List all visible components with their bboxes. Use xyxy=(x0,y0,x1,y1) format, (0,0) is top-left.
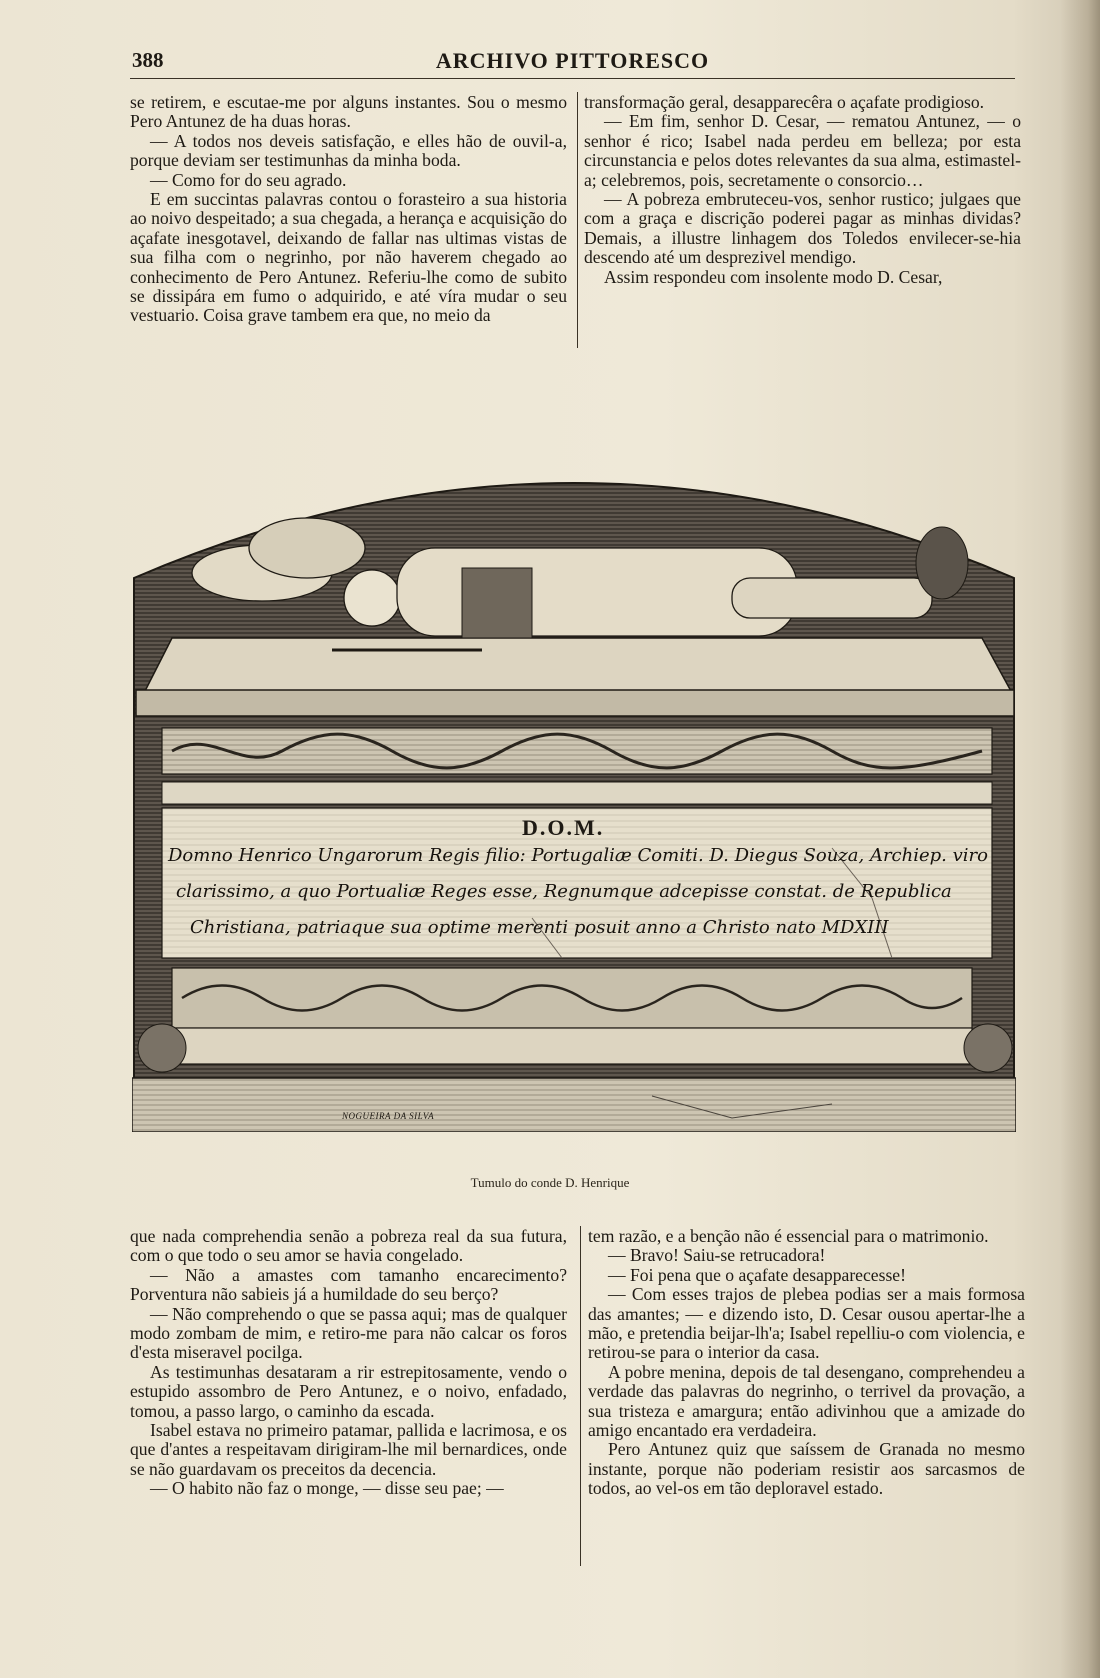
paragraph: Isabel estava no primeiro patamar, pallida e lacrimosa, e os que d'antes a respeitavam dirigiram-lhe mil bernardices, onde se não guardavam os preceitos da decencia. xyxy=(130,1420,567,1479)
bottom-right-column xyxy=(588,1227,1025,1499)
inscription-heading: D.O.M. xyxy=(522,815,605,840)
paragraph: E em succintas palavras contou o forasteiro a sua historia ao noivo despeitado; a sua chegada, a herança e acquisição do açafate inesgotavel, deixando de fallar nas ultimas vistas de sua filha com o negrinho, por não haverem chegado ao conhecimento de Pero Antunez. Referiu-lhe como de subito se dissipára em fumo o adquirido, e até víra mudar o seu vestuario. Coisa grave tambem era que, no meio da xyxy=(130,189,567,326)
paragraph: — Não comprehendo o que se passa aqui; mas de qualquer modo zombam de mim, e retiro-me para não calcar os foros d'esta miseravel pocilga. xyxy=(130,1303,567,1363)
inscription-line: Christiana, patriaque sua optime merenti posuit anno a Christo nato MDXIII xyxy=(190,917,889,938)
floor xyxy=(132,1078,1016,1132)
top-right-column xyxy=(584,93,1021,287)
inscription-line: clarissimo, a quo Portualiæ Reges esse, Regnumque adcepisse constat. de Republica xyxy=(176,881,952,902)
tomb-illustration xyxy=(132,428,1016,1132)
page-edge-shadow xyxy=(1060,0,1100,1678)
bottom-left-column xyxy=(130,1227,567,1499)
page-number: 388 xyxy=(132,48,164,72)
page-header xyxy=(130,44,1015,79)
column-divider xyxy=(577,92,578,348)
running-title: ARCHIVO PITTORESCO xyxy=(435,48,710,73)
paragraph: Assim respondeu com insolente modo D. Cesar, xyxy=(604,266,943,287)
carved-frieze xyxy=(162,728,992,774)
paragraph: se retirem, e escutae-me por alguns instantes. Sou o mesmo Pero Antunez de ha duas horas. xyxy=(130,92,567,132)
paragraph: transformação geral, desapparecêra o açafate prodigioso. xyxy=(584,92,985,112)
paragraph: — O habito não faz o monge, — disse seu pae; — xyxy=(150,1478,504,1499)
tomb-engraving xyxy=(132,428,1016,1132)
engraver-signature: NOGUEIRA DA SILVA xyxy=(342,1111,435,1121)
lion-foot-left xyxy=(138,1024,186,1072)
column-divider xyxy=(580,1226,581,1566)
top-left-column xyxy=(130,93,567,326)
paragraph: — Como for do seu agrado. xyxy=(150,169,347,190)
paragraph: — A pobreza embruteceu-vos, senhor rustico; julgaes que com a graça e discrição poderei pagar as minhas dividas? Demais, a illustre linhagem dos Toledos envilecer-se-hia descendo até um desprezivel mendigo. xyxy=(584,189,1021,268)
figure-caption: Tumulo do conde D. Henrique xyxy=(470,1175,630,1190)
paragraph: As testimunhas desataram a rir estrepitosamente, vendo o estupido assombro de Pero Antunez, e o noivo, enfadado, tomou, a passo largo, o caminho da escada. xyxy=(130,1361,567,1421)
paragraph: — A todos nos deveis satisfação, e elles hão de ouvil-a, porque deviam ser testimunhas da minha boda. xyxy=(130,130,567,171)
tomb-lid xyxy=(144,638,1012,693)
paragraph: — Bravo! Saiu-se retrucadora! xyxy=(608,1245,826,1266)
paragraph: — Foi pena que o açafate desapparecesse! xyxy=(608,1264,906,1285)
paragraph: — Em fim, senhor D. Cesar, — rematou Antunez, — o senhor é rico; Isabel nada perdeu em belleza; por esta circunstancia e pelos dotes relevantes da sua alma, estimastel-a; celebremos, pois, secretamente o consorcio… xyxy=(584,111,1021,190)
paragraph: — Com esses trajos de plebea podias ser a mais formosa das amantes; — e dizendo isto, D. Cesar ousou apertar-lhe a mão, e pretendia beijar-lh'a; Isabel repelliu-o com violencia, e retirou-se para o interior da casa. xyxy=(588,1284,1025,1363)
inscription-line: Domno Henrico Ungarorum Regis filio: Portugaliæ Comiti. D. Diegus Souza, Archiep. viro xyxy=(168,845,988,866)
paragraph: — Não a amastes com tamanho encarecimento? Porventura não sabieis já a humildade do seu berço? xyxy=(130,1264,567,1305)
paragraph: A pobre menina, depois de tal desengano, comprehendeu a verdade das palavras do negrinho, o terrivel da provação, a sua tristeza e amargura; então adivinhou que a amizade do amigo encantado era verdadeira. xyxy=(588,1361,1025,1441)
paragraph: tem razão, e a benção não é essencial para o matrimonio. xyxy=(588,1226,989,1246)
paragraph: que nada comprehendia senão a pobreza real da sua futura, com o que todo o seu amor se havia congelado. xyxy=(130,1226,567,1266)
lion-foot-right xyxy=(964,1024,1012,1072)
decorated-base xyxy=(172,968,972,1028)
paragraph: Pero Antunez quiz que saíssem de Granada no mesmo instante, porque não poderiam resistir aos sarcasmos de todos, ao vel-os em tão deploravel estado. xyxy=(588,1439,1025,1499)
